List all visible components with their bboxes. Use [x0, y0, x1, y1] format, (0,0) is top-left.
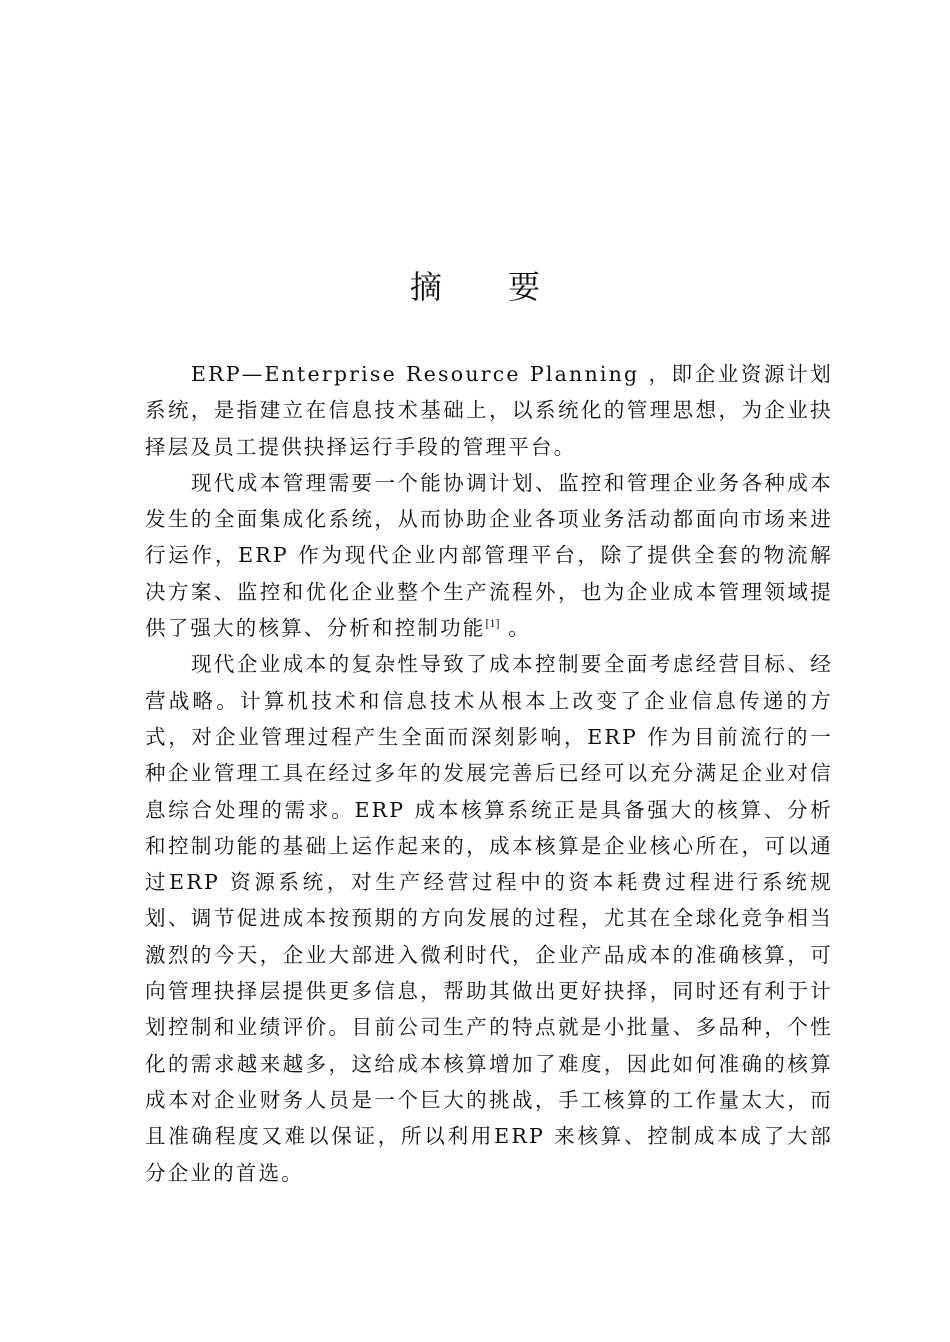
abstract-body [145, 356, 833, 1191]
paragraph-2 [145, 465, 833, 646]
paragraph-3 [145, 646, 833, 1190]
paragraph-2-text: 现代成本管理需要一个能协调计划、监控和管理企业务各种成本发生的全面集成化系统，从而协助企业各项业务活动都面向市场来进行运作，ERP 作为现代企业内部管理平台，除了提供全套的物流解决方案、监控和优化企业整个生产流程外，也为企业成本管理领域提供了强大的核算、分析和控制功能 [145, 470, 833, 641]
page-title: 摘 要 [409, 268, 569, 306]
paragraph-1-text: ERP—Enterprise Resource Planning ，即企业资源计划系统，是指建立在信息技术基础上，以系统化的管理思想，为企业抉择层及员工提供抉择运行手段的管理平台。 [145, 362, 833, 459]
paragraph-2-end: 。 [499, 616, 531, 641]
paragraph-3-text: 现代企业成本的复杂性导致了成本控制要全面考虑经营目标、经营战略。计算机技术和信息技术从根本上改变了企业信息传递的方式，对企业管理过程产生全面而深刻影响，ERP 作为目前流行的一种企业管理工具在经过多年的发展完善后已经可以充分满足企业对信息综合处理的需求。ERP 成本核算系统正是具备强大的核算、分析和控制功能的基础上运作起来的，成本核算是企业核心所在，可以通过ERP 资源系统，对生产经营过程中的资本耗费过程进行系统规划、调节促进成本按预期的方向发展的过程，尤其在全球化竞争相当激烈的今天，企业大部进入微利时代，企业产品成本的准确核算，可向管理抉择层提供更多信息，帮助其做出更好抉择，同时还有利于计划控制和业绩评价。目前公司生产的特点就是小批量、多品种，个性化的需求越来越多，这给成本核算增加了难度，因此如何准确的核算成本对企业财务人员是一个巨大的挑战，手工核算的工作量太大，而且准确程度又难以保证，所以利用ERP 来核算、控制成本成了大部分企业的首选。 [145, 652, 833, 1185]
paragraph-1 [145, 356, 833, 465]
citation-marker: [1] [485, 616, 500, 631]
